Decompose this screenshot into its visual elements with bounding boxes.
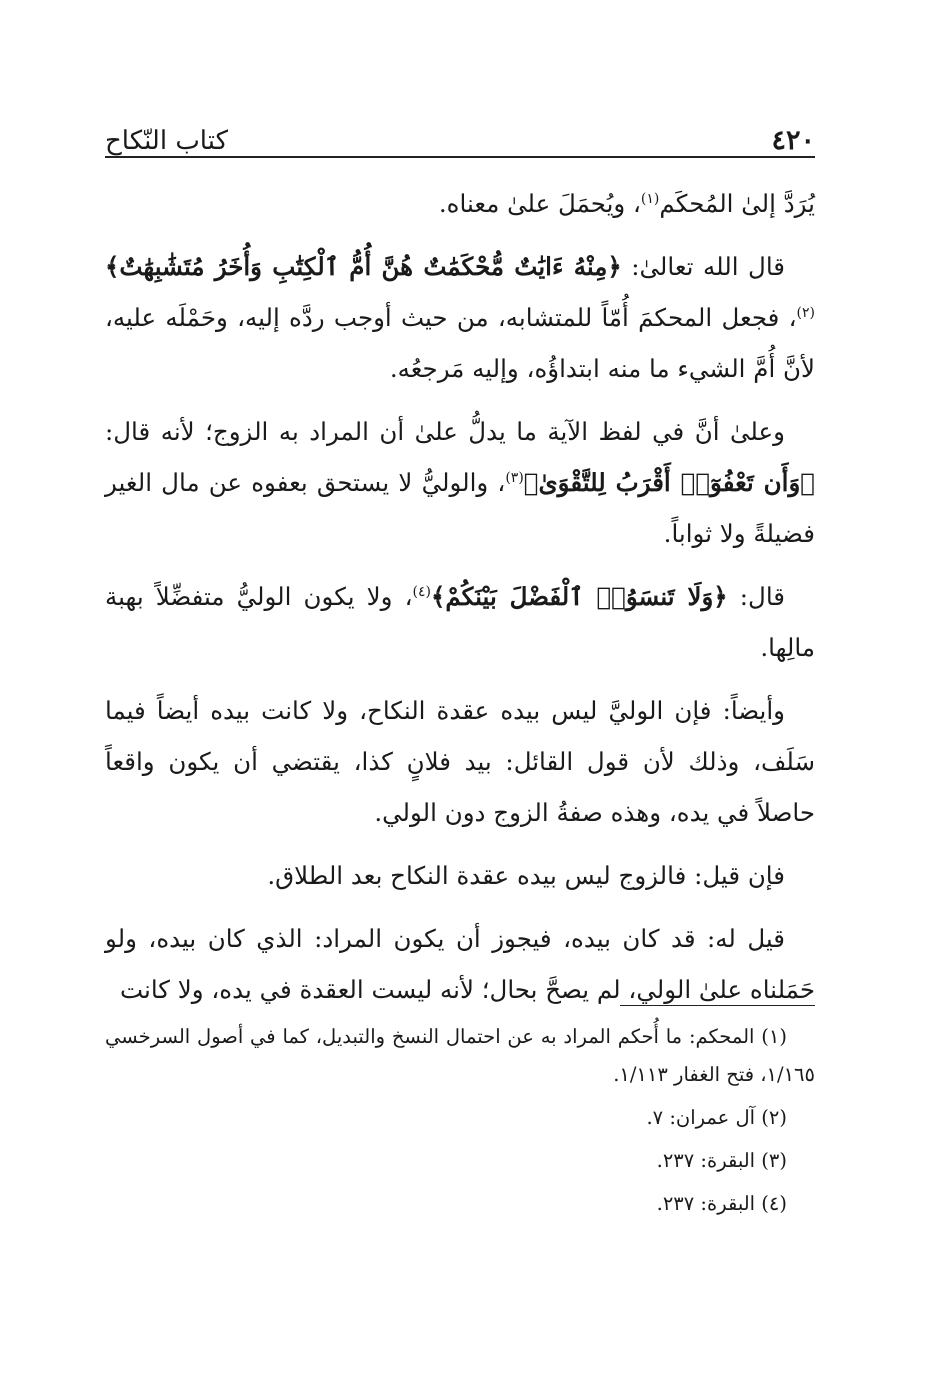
footnote: (٢) آل عمران: ٧. <box>646 1106 787 1129</box>
footnote-ref: (٤) <box>412 583 431 600</box>
running-title: كتاب النّكاح <box>105 126 228 156</box>
paragraph <box>105 406 815 559</box>
footnote: (٤) البقرة: ٢٣٧. <box>656 1192 787 1215</box>
main-text <box>105 178 815 1027</box>
paragraph <box>105 241 815 394</box>
footnote: (٣) البقرة: ٢٣٧. <box>656 1149 787 1172</box>
header-rule <box>105 156 815 158</box>
paragraph <box>105 178 815 229</box>
quran-verse: ﴿وَلَا تَنسَوُا۟ ٱلْفَضْلَ بَيْنَكُمْ﴾ <box>430 582 728 611</box>
quran-verse: ﴿وَأَن تَعْفُوٓا۟ أَقْرَبُ لِلتَّقْوَىٰ﴾ <box>523 468 816 497</box>
text-span: قال: <box>739 582 785 611</box>
text-span: قال الله تعالىٰ: <box>631 252 785 281</box>
text-span: يُرَدَّ إلىٰ المُحكَم <box>659 189 815 218</box>
footnote-rule <box>620 1005 815 1006</box>
footnotes <box>105 1018 815 1228</box>
footnote-ref: (١) <box>640 190 660 207</box>
page-number: ٤٢٠ <box>771 125 815 156</box>
text-span: ، ويُحمَلَ علىٰ معناه. <box>438 189 641 218</box>
paragraph: وأيضاً: فإن الوليَّ ليس بيده عقدة النكاح، ولا كانت بيده أيضاً فيما سَلَف، وذلك لأن قول القائل: بيد فلانٍ كذا، يقتضي أن يكون واقعاً حاصلاً في يده، وهذه صفةُ الزوج دون الولي. <box>105 696 815 827</box>
paragraph: قيل له: قد كان بيده، فيجوز أن يكون المراد: الذي كان بيده، ولو حَمَلناه علىٰ الولي، لم يصحَّ بحال؛ لأنه ليست العقدة في يده، ولا كانت <box>105 924 815 1004</box>
text-span: ، فجعل المحكمَ أُمّاً للمتشابه، من حيث أوجب ردَّه إليه، وحَمْلَه عليه، لأنَّ أُمَّ الشيء ما منه ابتداؤُه، وإليه مَرجعُه. <box>105 303 815 383</box>
text-span: ، ولا يكون الوليُّ متفضِّلاً بهبة مالِها. <box>105 582 815 662</box>
footnote: (١) المحكم: ما أُحكم المراد به عن احتمال النسخ والتبديل، كما في أصول السرخسي ١/١٦٥، فتح الغفار ١/١١٣. <box>105 1025 815 1086</box>
footnote-ref: (٢) <box>796 304 815 321</box>
page-header <box>105 108 815 156</box>
paragraph: فإن قيل: فالزوج ليس بيده عقدة النكاح بعد الطلاق. <box>267 861 785 890</box>
footnote-ref: (٣) <box>505 469 524 486</box>
paragraph <box>105 571 815 673</box>
quran-verse: ﴿مِنْهُ ءَايَٰتٌ مُّحْكَمَٰتٌ هُنَّ أُمُّ ٱلْكِتَٰبِ وَأُخَرُ مُتَشَٰبِهَٰتٌ﴾ <box>105 252 622 281</box>
text-span: ، والوليُّ لا يستحق بعفوه عن مال الغير فضيلةً ولا ثواباً. <box>105 468 815 548</box>
text-span: وعلىٰ أنَّ في لفظ الآية ما يدلُّ علىٰ أن المراد به الزوج؛ لأنه قال: <box>105 417 785 446</box>
